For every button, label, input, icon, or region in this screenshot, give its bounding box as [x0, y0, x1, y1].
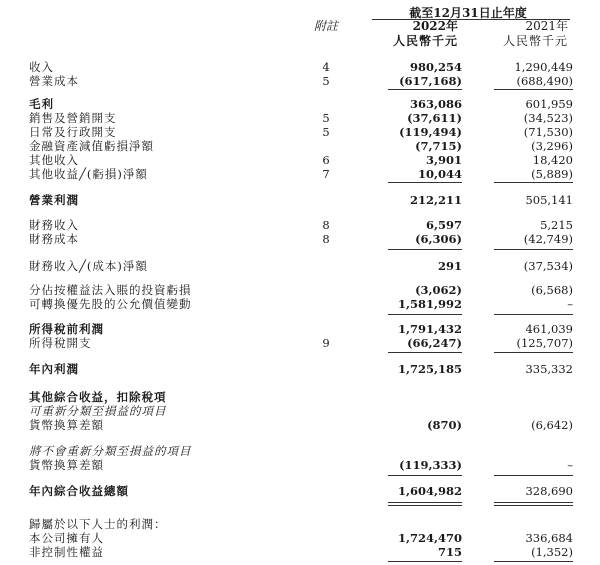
value-2021: 461,039 [525, 322, 573, 336]
row-non-controlling-interests [0, 545, 600, 559]
value-2022: 10,044 [417, 167, 462, 181]
row-other-income [0, 153, 600, 167]
row-fx-difference-1 [0, 418, 600, 432]
row-note: 5 [322, 111, 330, 125]
value-2022: 1,581,992 [397, 297, 462, 311]
subtotal-rule-2022 [388, 561, 462, 562]
subtotal-rule-2021 [494, 249, 573, 250]
value-2022: (870) [427, 418, 462, 432]
value-2021: 601,959 [525, 97, 573, 111]
subtotal-rule-2022 [388, 249, 462, 250]
value-2021: 335,332 [525, 362, 573, 376]
row-note: 5 [322, 74, 330, 88]
subtotal-rule-2021 [494, 475, 573, 476]
value-2021: (37,534) [523, 259, 573, 273]
value-2022: 980,254 [409, 60, 462, 74]
value-2022: 1,604,982 [397, 484, 462, 498]
row-label: 分佔按權益法入賬的投資虧損 [29, 283, 192, 297]
row-label: 非控制性權益 [29, 545, 104, 559]
value-2021: (42,749) [523, 232, 573, 246]
value-2022: (119,494) [399, 125, 462, 139]
row-label: 收入 [29, 60, 54, 74]
row-label: 營業利潤 [29, 193, 79, 207]
value-2021: 5,215 [540, 218, 573, 232]
unit-2021-header: 人民幣千元 [502, 34, 568, 48]
subtotal-rule-2022 [388, 89, 462, 90]
value-2022: (66,247) [407, 336, 462, 350]
row-cost-of-sales [0, 74, 600, 88]
row-profit-for-year [0, 362, 600, 376]
value-2022: (3,062) [415, 283, 462, 297]
row-income-tax [0, 336, 600, 350]
value-2022: 1,791,432 [397, 322, 462, 336]
value-2022: 291 [437, 259, 462, 273]
row-selling-expenses [0, 111, 600, 125]
row-fair-value-change [0, 297, 600, 311]
row-label: 日常及行政開支 [29, 125, 117, 139]
row-attributable-heading [0, 517, 600, 531]
row-reclassifiable-heading [0, 404, 600, 418]
row-label: 財務成本 [29, 232, 79, 246]
row-label: 營業成本 [29, 74, 79, 88]
subtotal-rule-2021 [494, 352, 573, 353]
row-oci-heading [0, 390, 600, 404]
row-label: 其他綜合收益，扣除稅項 [29, 390, 167, 404]
subtotal-rule-2022 [388, 475, 462, 476]
value-2022: 715 [437, 545, 462, 559]
row-revenue [0, 60, 600, 74]
subtotal-rule-2022 [388, 314, 462, 315]
row-note: 4 [322, 60, 330, 74]
row-note: 8 [322, 232, 330, 246]
row-total-comprehensive-income [0, 484, 600, 498]
row-label: 可重新分類至損益的項目 [29, 404, 167, 418]
row-label: 本公司擁有人 [29, 531, 104, 545]
value-2021: 328,690 [525, 484, 573, 498]
row-label: 所得稅開支 [29, 336, 92, 350]
row-non-reclassifiable-heading [0, 444, 600, 458]
year-2021-header: 2021年 [525, 19, 568, 33]
row-finance-income [0, 218, 600, 232]
value-2022: (617,168) [399, 74, 462, 88]
subtotal-rule-2021 [494, 89, 573, 90]
value-2021: (125,707) [516, 336, 573, 350]
row-note: 9 [322, 336, 330, 350]
value-2021: – [567, 458, 573, 472]
value-2021: (6,568) [531, 283, 573, 297]
row-label: 金融資產減值虧損淨額 [29, 139, 154, 153]
row-label: 毛利 [29, 97, 54, 111]
row-impairment [0, 139, 600, 153]
row-label: 貨幣換算差額 [29, 418, 104, 432]
value-2021: 336,684 [525, 531, 573, 545]
row-finance-net [0, 259, 600, 273]
row-label: 財務收入 [29, 218, 79, 232]
value-2022: 212,211 [409, 193, 462, 207]
value-2022: 3,901 [425, 153, 462, 167]
value-2022: (37,611) [407, 111, 462, 125]
row-note: 8 [322, 218, 330, 232]
value-2021: (6,642) [531, 418, 573, 432]
value-2021: 505,141 [525, 193, 573, 207]
row-label: 其他收入 [29, 153, 79, 167]
row-finance-costs [0, 232, 600, 246]
note-column-header: 附註 [313, 19, 338, 33]
unit-2022-header: 人民幣千元 [392, 34, 458, 48]
value-2021: 1,290,449 [514, 60, 573, 74]
total-double-rule-2022 [388, 505, 462, 506]
value-2022: (7,715) [415, 139, 462, 153]
row-operating-profit [0, 193, 600, 207]
row-profit-before-tax [0, 322, 600, 336]
row-note: 7 [322, 167, 330, 181]
row-label: 其他收益╱(虧損)淨額 [29, 167, 148, 181]
value-2022: (119,333) [399, 458, 462, 472]
value-2021: (34,523) [523, 111, 573, 125]
row-label: 將不會重新分類至損益的項目 [29, 444, 192, 458]
value-2022: 1,725,185 [397, 362, 462, 376]
period-header: 截至12月31日止年度 [409, 6, 527, 20]
row-fx-difference-2 [0, 458, 600, 472]
total-double-rule-2021 [494, 502, 573, 503]
row-owners [0, 531, 600, 545]
subtotal-rule-2022 [388, 182, 462, 183]
value-2022: 6,597 [425, 218, 462, 232]
value-2021: – [567, 297, 573, 311]
value-2021: (1,352) [531, 545, 573, 559]
row-label: 財務收入╱(成本)淨額 [29, 259, 148, 273]
row-note: 6 [322, 153, 330, 167]
value-2021: (688,490) [516, 74, 573, 88]
subtotal-rule-2021 [494, 182, 573, 183]
row-label: 所得稅前利潤 [29, 322, 104, 336]
subtotal-rule-2021 [494, 314, 573, 315]
row-admin-expenses [0, 125, 600, 139]
value-2022: 1,724,470 [397, 531, 462, 545]
subtotal-rule-2022 [388, 352, 462, 353]
row-share-of-losses [0, 283, 600, 297]
total-double-rule-2022 [388, 502, 462, 503]
row-gross-profit [0, 97, 600, 111]
row-label: 歸屬於以下人士的利潤： [29, 517, 167, 531]
value-2021: (5,889) [531, 167, 573, 181]
row-note: 5 [322, 125, 330, 139]
value-2021: (3,296) [531, 139, 573, 153]
subtotal-rule-2021 [494, 561, 573, 562]
value-2021: (71,530) [523, 125, 573, 139]
row-label: 年內利潤 [29, 362, 79, 376]
year-2022-header: 2022年 [412, 19, 458, 33]
row-other-gains [0, 167, 600, 181]
value-2021: 18,420 [532, 153, 573, 167]
row-label: 貨幣換算差額 [29, 458, 104, 472]
value-2022: 363,086 [409, 97, 462, 111]
row-label: 年內綜合收益總額 [29, 484, 129, 498]
total-double-rule-2021 [494, 505, 573, 506]
row-label: 銷售及營銷開支 [29, 111, 117, 125]
row-label: 可轉換優先股的公允價值變動 [29, 297, 192, 311]
value-2022: (6,306) [415, 232, 462, 246]
